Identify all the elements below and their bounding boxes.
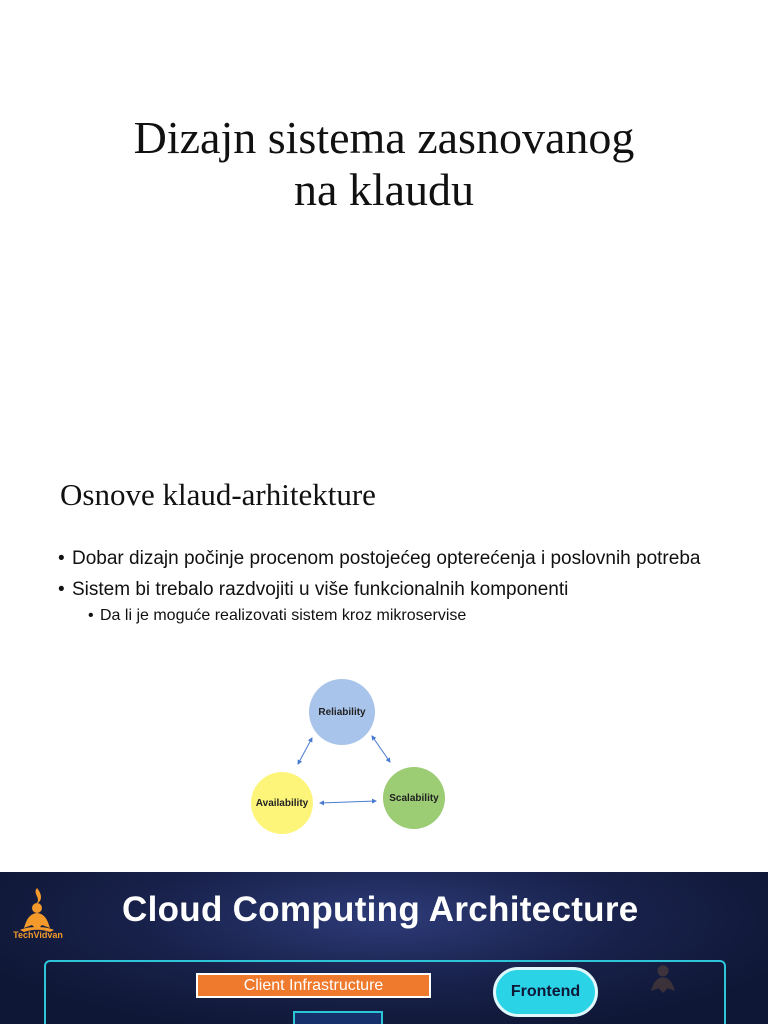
bullet-text: Dobar dizajn počinje procenom postojećeg opterećenja i poslovnih potreba xyxy=(72,548,701,569)
bullet-marker: • xyxy=(58,579,65,600)
architecture-title: Cloud Computing Architecture xyxy=(122,890,639,929)
slide-title-line-2: na klaudu xyxy=(293,164,475,215)
watermark-logo-icon xyxy=(640,952,686,1008)
reliability-label: Reliability xyxy=(318,707,366,718)
sub-bullet-item xyxy=(58,605,718,627)
bullet-item xyxy=(58,578,718,601)
arrow-reliability-scalability xyxy=(372,736,390,762)
bullet-list xyxy=(58,547,718,627)
availability-label: Availability xyxy=(255,798,309,809)
slide-title xyxy=(0,112,768,216)
bullet-marker: • xyxy=(88,607,94,624)
arrow-reliability-availability xyxy=(298,738,312,764)
content-slide xyxy=(0,432,768,872)
scalability-label: Scalability xyxy=(389,793,439,804)
reliability-availability-scalability-diagram xyxy=(240,672,460,842)
logo-text: TechVidvan xyxy=(13,930,63,940)
bullet-item xyxy=(58,547,718,570)
component-box xyxy=(293,1011,383,1024)
frontend-node: Frontend xyxy=(493,967,598,1017)
bullet-text: Sistem bi trebalo razdvojiti u više funkcionalnih komponenti xyxy=(72,579,569,600)
slide-title-line-1: Dizajn sistema zasnovanog xyxy=(133,112,635,163)
bullet-marker: • xyxy=(58,548,65,569)
client-infrastructure-box: Client Infrastructure xyxy=(196,973,431,998)
sub-bullet-text: Da li je moguće realizovati sistem kroz mikroservise xyxy=(100,607,467,624)
title-slide xyxy=(0,0,768,432)
architecture-slide xyxy=(0,872,768,1024)
arrow-availability-scalability xyxy=(320,801,376,803)
slide-heading: Osnove klaud-arhitekture xyxy=(60,477,376,512)
